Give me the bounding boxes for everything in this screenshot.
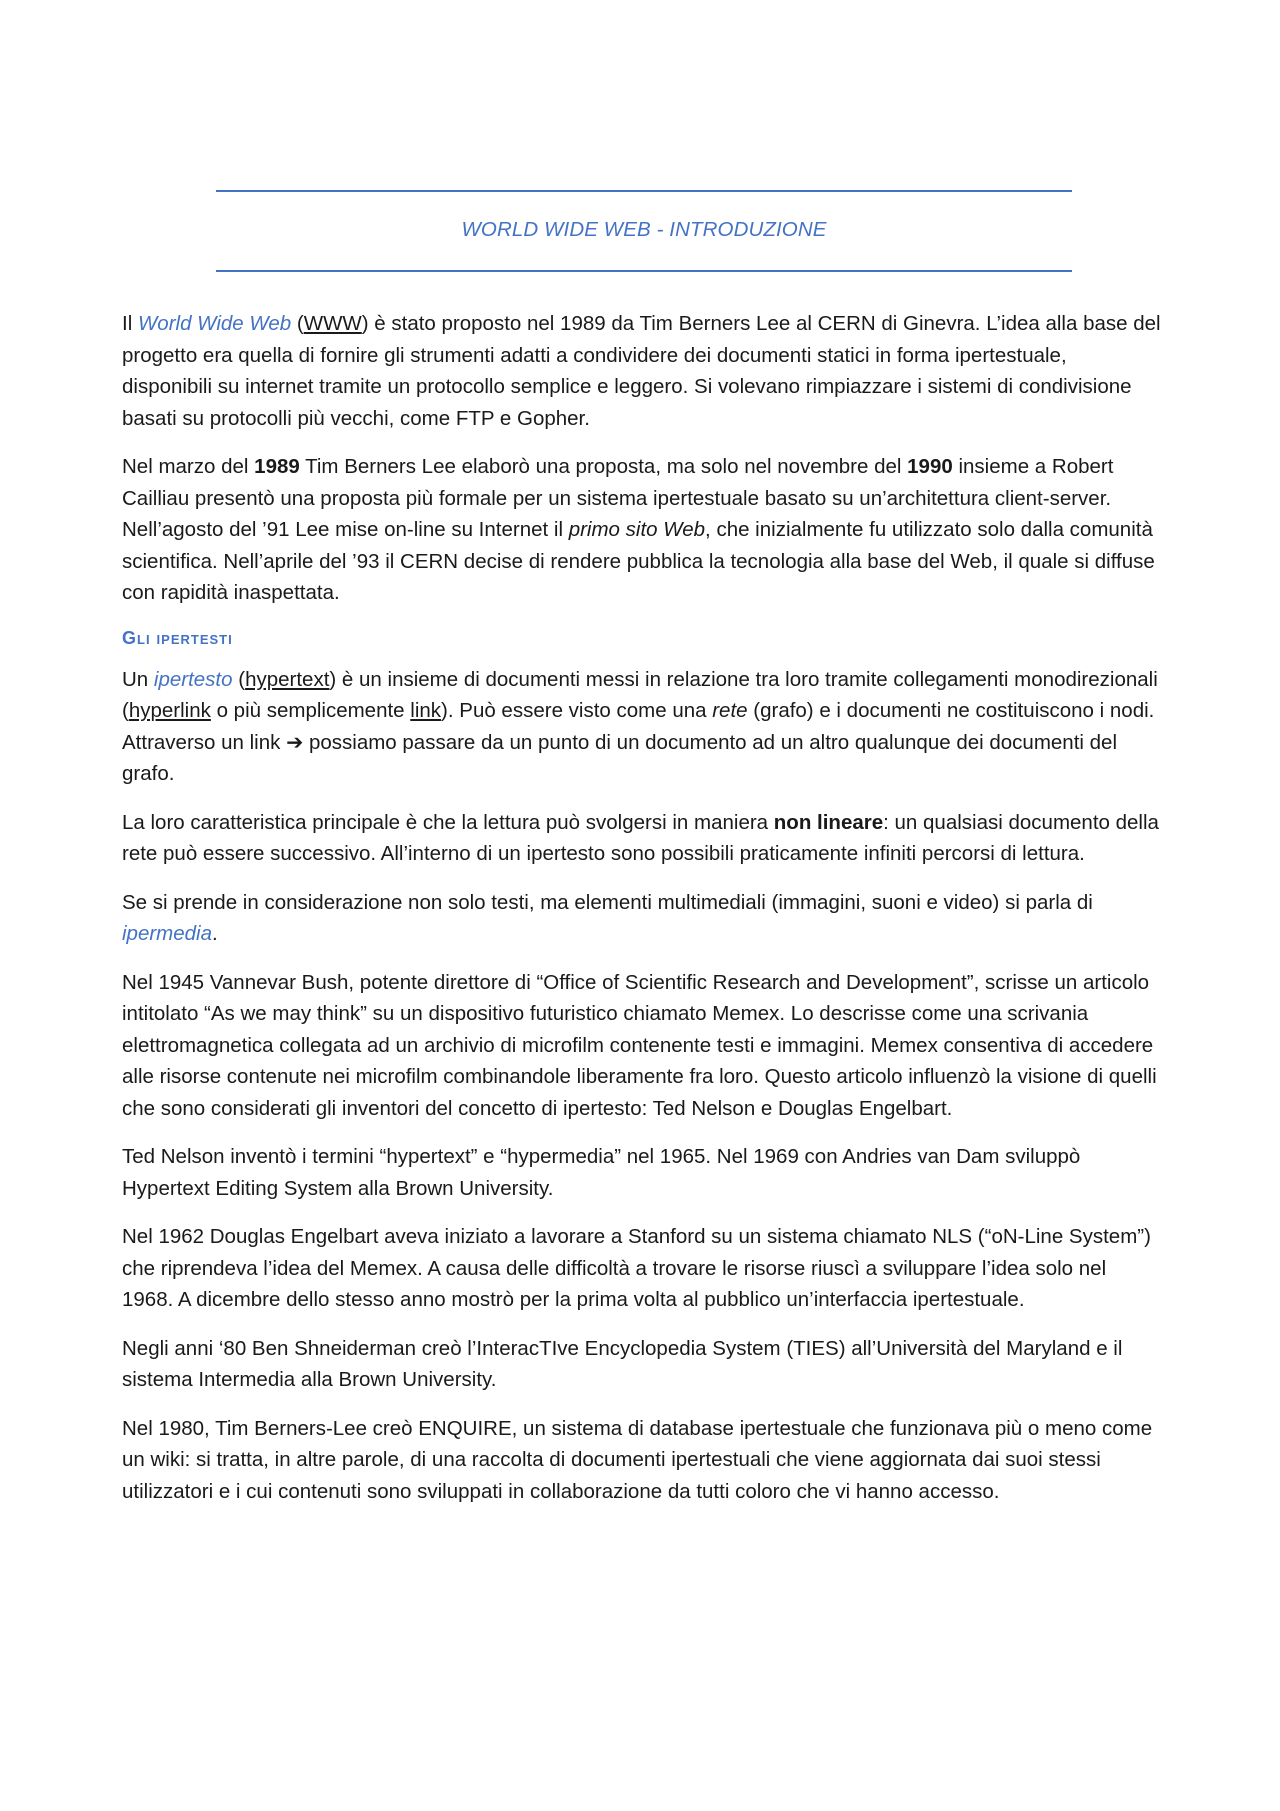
- quote-enquire: Nel 1980, Tim Berners-Lee creò ENQUIRE, un sistema di database ipertestuale che funzionava più o meno come un wiki: si tratta, in altre parole, di una raccolta di documenti ipertestuali che viene aggiornata dai suoi stessi utilizzatori e i cui contenuti sono sviluppati in collaborazione da tutti coloro che vi hanno accesso.: [122, 1416, 1153, 1503]
- arrow-right-icon: ➔: [286, 730, 304, 754]
- year-1989: 1989: [254, 455, 300, 478]
- term-www: WWW: [303, 312, 362, 335]
- text-run: : un qualsiasi documento della rete può essere successivo. All’interno di un ipertesto sono possibili praticamente infiniti percorsi di lettura.: [122, 810, 1159, 865]
- paragraph-history: [122, 451, 1162, 609]
- quote-engelbart: Nel 1962 Douglas Engelbart aveva iniziato a lavorare a Stanford su un sistema chiamato NLS (“oN-Line System”) che riprendeva l’idea del Memex. A causa delle difficoltà a trovare le risorse riuscì a sviluppare l’idea solo nel 1968. A dicembre dello stesso anno mostrò per la prima volta al pubblico un’interfaccia ipertestuale.: [122, 1225, 1151, 1311]
- text-run: La loro caratteristica principale è che la lettura può svolgersi in maniera: [122, 810, 774, 834]
- term-primo-sito-web: primo sito Web: [568, 518, 706, 541]
- text-run: , che inizialmente fu utilizzato solo dalla comunità scientifica. Nell’aprile del ’93 il CERN decise di rendere pubblica la tecnologia alla base del Web, il quale si diffuse con rapidità inaspettata.: [122, 518, 1155, 604]
- title-block: [216, 190, 1072, 272]
- text-run: ) è stato proposto nel 1989 da Tim Berners Lee al CERN di Ginevra. L’idea alla base del progetto era quella di fornire gli strumenti adatti a condividere dei documenti statici in forma ipertestuale, disponibili su internet tramite un protocollo semplice e leggero. Si volevano rimpiazzare i sistemi di condivisione basati su protocolli più vecchi, come FTP e Gopher.: [122, 312, 1161, 430]
- text-run: insieme a Robert Cailliau presentò una proposta più formale per un sistema ipertestuale basato su un’architettura client-server. Nell’agosto del ’91 Lee mise on-line su Internet il: [122, 455, 1114, 541]
- term-non-lineare: non lineare: [773, 810, 884, 834]
- paragraph-ipertesto: [122, 664, 1162, 790]
- term-hypertext: hypertext: [245, 667, 330, 691]
- text-run: (grafo) e i documenti ne costituiscono i nodi. Attraverso un link: [122, 699, 1155, 754]
- text-run: ) è un insieme di documenti messi in relazione tra loro tramite collegamenti monodirezionali (: [122, 667, 1158, 722]
- term-link: link: [410, 699, 442, 722]
- text-run: (: [291, 312, 304, 335]
- text-run: ). Può essere visto come una: [441, 699, 713, 722]
- year-1990: 1990: [907, 455, 953, 478]
- term-ipertesto: ipertesto: [153, 667, 233, 691]
- text-run: Se si prende in considerazione non solo testi, ma elementi multimediali (immagini, suoni e video) si parla di: [122, 890, 1093, 914]
- term-ipermedia: ipermedia: [122, 922, 213, 945]
- text-run: Un: [122, 667, 154, 691]
- text-run: .: [212, 922, 218, 945]
- text-run: Tim Berners Lee elaborò una proposta, ma solo nel novembre del: [299, 455, 908, 478]
- term-hyperlink: hyperlink: [128, 699, 211, 722]
- paragraph-ipermedia: [122, 887, 1162, 950]
- text-run: Nel marzo del: [122, 455, 255, 478]
- section-heading-ipertesti: Gli ipertesti: [122, 627, 233, 648]
- term-rete: rete: [712, 699, 748, 722]
- quote-ted-nelson: Ted Nelson inventò i termini “hypertext” e “hypermedia” nel 1965. Nel 1969 con Andries van Dam sviluppò Hypertext Editing System alla Brown University.: [122, 1145, 1081, 1200]
- term-world-wide-web: World Wide Web: [137, 312, 292, 335]
- text-run: Il: [122, 312, 138, 335]
- paragraph-intro: [122, 308, 1162, 434]
- quote-shneiderman: Negli anni ‘80 Ben Shneiderman creò l’InteracTIve Encyclopedia System (TIES) all’Università del Maryland e il sistema Intermedia alla Brown University.: [122, 1336, 1123, 1391]
- paragraph-non-lineare: [122, 807, 1162, 870]
- text-run: possiamo passare da un punto di un documento ad un altro qualunque dei documenti del grafo.: [122, 730, 1117, 785]
- quote-memex: Nel 1945 Vannevar Bush, potente direttore di “Office of Scientific Research and Development”, scrisse un articolo intitolato “As we may think” su un dispositivo futuristico chiamato Memex. Lo descrisse come una scrivania elettromagnetica collegata ad un archivio di microfilm contenente testi e immagini. Memex consentiva di accedere alle risorse contenute nei microfilm combinandole liberamente fra loro. Questo articolo influenzò la visione di quelli che sono considerati gli inventori del concetto di ipertesto: Ted Nelson e Douglas Engelbart.: [122, 970, 1157, 1120]
- text-run: (: [232, 667, 246, 691]
- document-body: [122, 308, 1162, 1524]
- page-title: WORLD WIDE WEB - INTRODUZIONE: [461, 218, 827, 241]
- text-run: o più semplicemente: [210, 699, 411, 722]
